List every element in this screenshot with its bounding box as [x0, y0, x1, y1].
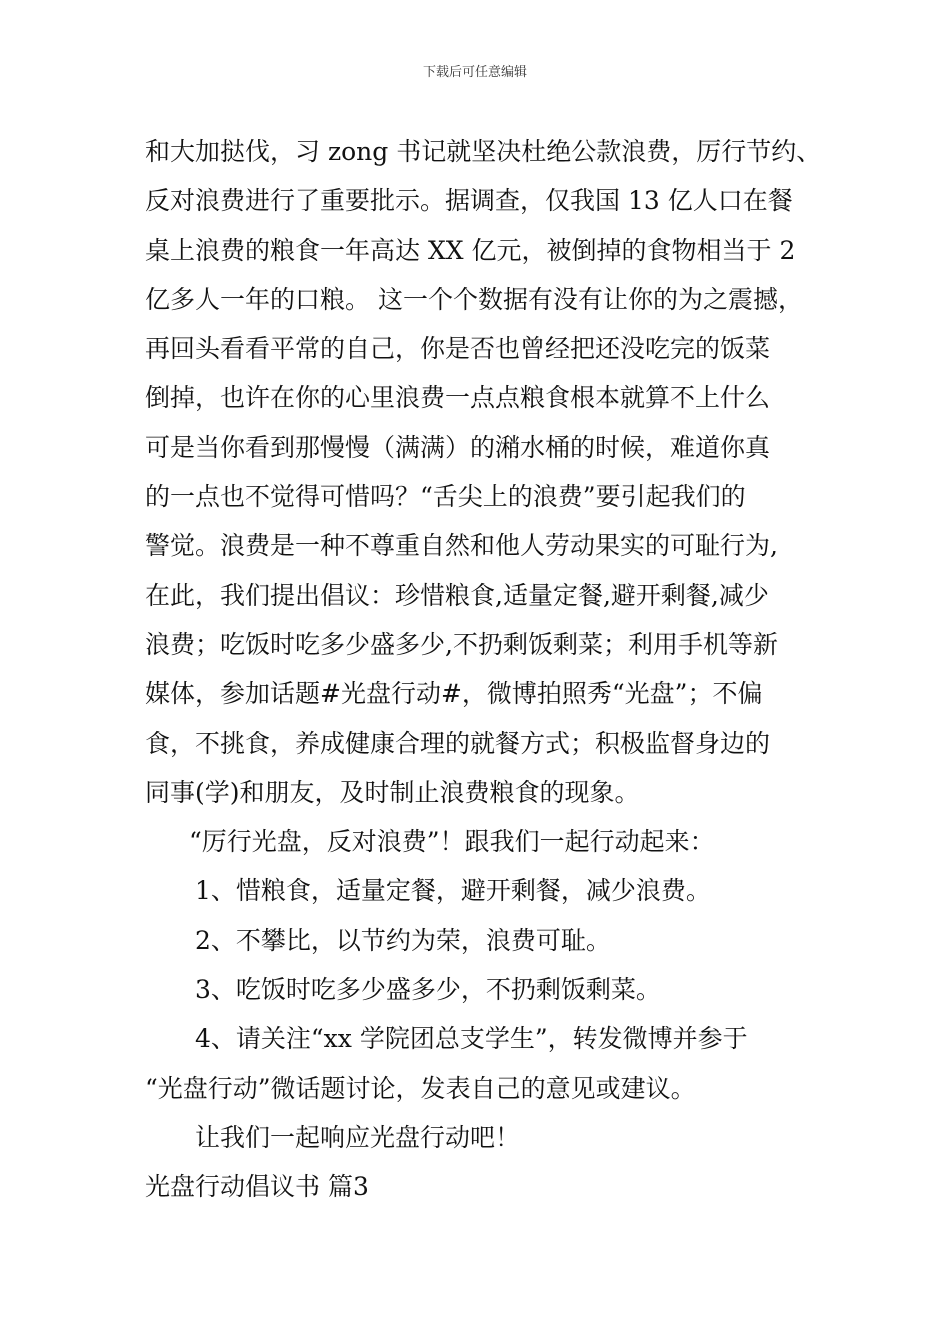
body-line: 媒体，参加话题#光盘行动#，微博拍照秀“光盘”；不偏	[145, 679, 763, 709]
list-item: 4、请关注“xx 学院团总支学生”，转发微博并参于	[195, 1024, 748, 1054]
body-line: 食，不挑食，养成健康合理的就餐方式；积极监督身边的	[145, 728, 771, 758]
body-line: 同事(学)和朋友，及时制止浪费粮食的现象。	[145, 777, 640, 807]
list-item: 3、吃饭时吃多少盛多少，不扔剩饭剩菜。	[195, 975, 661, 1005]
body-line: 和大加挞伐，习 zong 书记就坚决杜绝公款浪费，厉行节约、	[145, 137, 822, 166]
body-line: 亿多人一年的口粮。 这一个个数据有没有让你的为之震撼，	[145, 284, 803, 314]
body-line: 可是当你看到那慢慢（满满）的潲水桶的时候，难道你真	[145, 432, 771, 462]
body-line: 警觉。浪费是一种不尊重自然和他人劳动果实的可耻行为,	[145, 531, 778, 561]
body-line: 倒掉，也许在你的心里浪费一点点粮食根本就算不上什么	[145, 383, 771, 413]
section-title: 光盘行动倡议书 篇3	[145, 1172, 369, 1202]
page-header-note: 下载后可任意编辑	[422, 65, 527, 80]
body-line: 在此，我们提出倡议：珍惜粮食,适量定餐,避开剩餐,减少	[145, 580, 769, 610]
slogan-line: “厉行光盘，反对浪费”！跟我们一起行动起来：	[189, 827, 715, 857]
body-line: 的一点也不觉得可惜吗？“舌尖上的浪费”要引起我们的	[145, 482, 746, 512]
body-line: 桌上浪费的粮食一年高达 XX 亿元，被倒掉的食物相当于 2	[145, 235, 796, 265]
closing-line: 让我们一起响应光盘行动吧！	[195, 1122, 521, 1152]
body-line: 反对浪费进行了重要批示。据调查，仅我国 13 亿人口在餐	[145, 186, 793, 216]
body-line: 再回头看看平常的自己，你是否也曾经把还没吃完的饭菜	[145, 334, 771, 364]
body-line: 浪费；吃饭时吃多少盛多少,不扔剩饭剩菜；利用手机等新	[145, 629, 778, 659]
list-item: 2、不攀比，以节约为荣，浪费可耻。	[195, 925, 611, 955]
list-item: 1、惜粮食，适量定餐，避开剩餐，减少浪费。	[195, 876, 711, 906]
document-body	[145, 127, 822, 1212]
list-item-continuation: “光盘行动”微话题讨论，发表自己的意见或建议。	[145, 1073, 696, 1103]
